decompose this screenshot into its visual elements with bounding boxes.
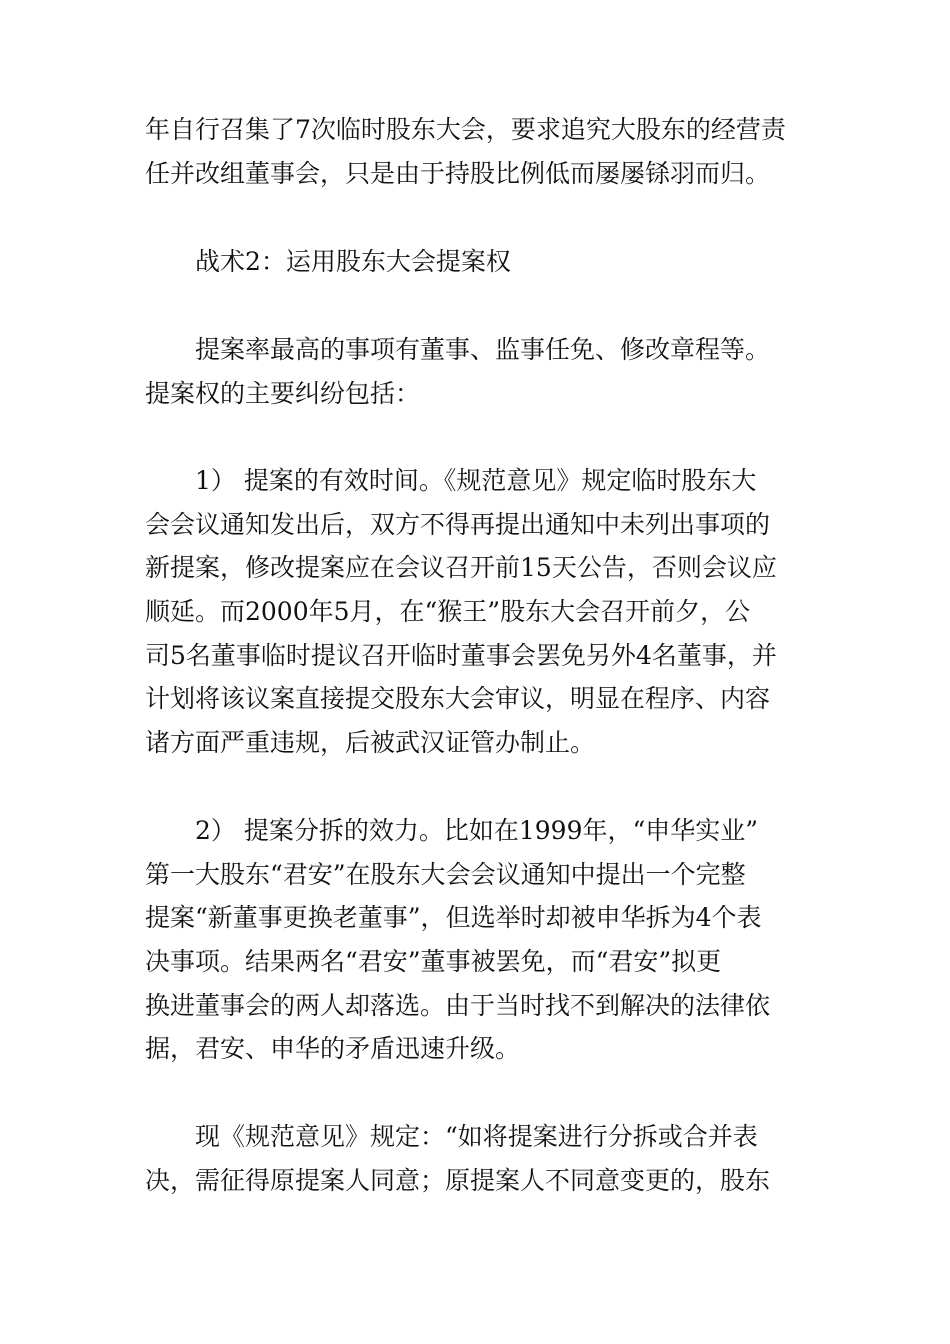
- text-line: 提案“新董事更换老董事”，但选举时却被申华拆为4个表: [145, 903, 762, 932]
- text-line: 诸方面严重违规，后被武汉证管办制止。: [145, 728, 596, 757]
- text-line: 第一大股东“君安”在股东大会会议通知中提出一个完整: [145, 860, 746, 889]
- text-line: 顺延。而2000年5月，在“猴王”股东大会召开前夕，公: [145, 597, 751, 626]
- text-line: 提案权的主要纠纷包括：: [145, 379, 421, 408]
- text-line: 决事项。结果两名“君安”董事被罢免，而“君安”拟更: [145, 947, 722, 976]
- text-line: 年自行召集了7次临时股东大会，要求追究大股东的经营责: [145, 115, 786, 144]
- text-line: 现《规范意见》规定：“如将提案进行分拆或合并表: [195, 1122, 758, 1151]
- text-line: 司5名董事临时提议召开临时董事会罢免另外4名董事，并: [145, 641, 777, 670]
- text-line: 计划将该议案直接提交股东大会审议，明显在程序、内容: [145, 684, 771, 713]
- text-line: 会会议通知发出后，双方不得再提出通知中未列出事项的: [145, 510, 771, 539]
- section-heading: 战术2：运用股东大会提案权: [195, 247, 511, 276]
- text-line: 任并改组董事会，只是由于持股比例低而屡屡铩羽而归。: [145, 159, 771, 188]
- text-line: 决，需征得原提案人同意；原提案人不同意变更的，股东: [145, 1166, 771, 1195]
- text-line: 换进董事会的两人却落选。由于当时找不到解决的法律依: [145, 991, 771, 1020]
- text-line: 据，君安、申华的矛盾迅速升级。: [145, 1034, 521, 1063]
- text-line: 提案率最高的事项有董事、监事任免、修改章程等。: [195, 335, 771, 364]
- text-line: 新提案，修改提案应在会议召开前15天公告，否则会议应: [145, 553, 777, 582]
- text-line: 1） 提案的有效时间。《规范意见》规定临时股东大: [195, 466, 757, 495]
- text-line: 2） 提案分拆的效力。比如在1999年，“申华实业”: [195, 816, 759, 845]
